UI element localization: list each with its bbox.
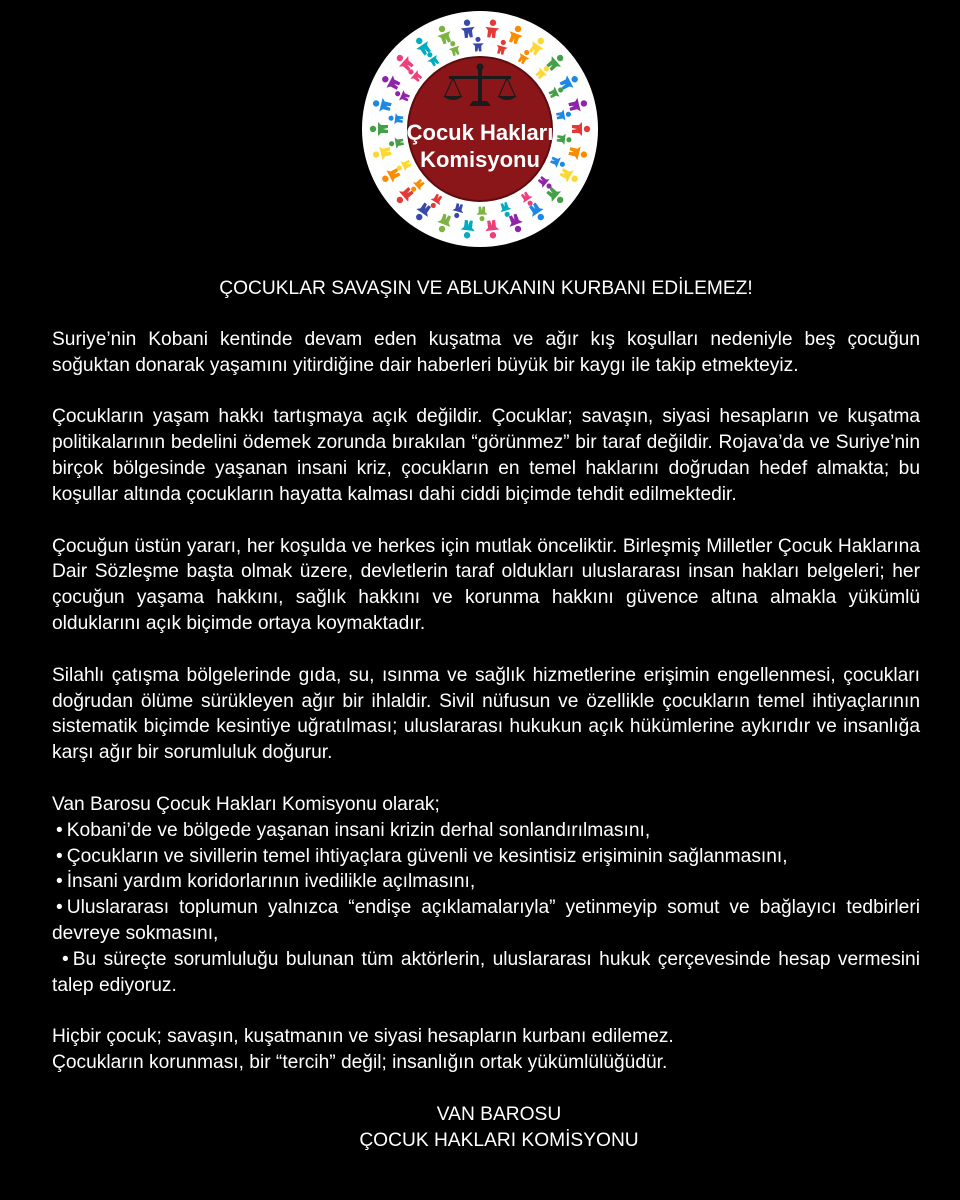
bullet-icon: • [62,948,69,970]
demand-text: Uluslararası toplumun yalnızca “endişe açıklamalarıyla” yetinmeyip somut ve bağlayıcı tedbirleri devreye sokmasını, [52,897,920,944]
signature-block [354,1102,644,1154]
demand-text: İnsani yardım koridorlarının ivedilikle açılmasını, [66,871,476,893]
bullet-icon: • [56,897,63,919]
commission-logo [361,10,599,248]
paragraph-1: Suriye’nin Kobani kentinde devam eden kuşatma ve ağır kış koşulları nedeniyle beş çocuğun soğuktan donarak yaşamını yitirdiğine dair haberleri büyük bir kaygı ile takip etmekteyiz. [52,328,920,376]
logo-text-line1: Çocuk Hakları [406,120,554,145]
demand-text: Kobani’de ve bölgede yaşanan insani krizin derhal sonlandırılmasını, [66,819,651,841]
closing-line-1: Hiçbir çocuk; savaşın, kuşatmanın ve siyasi hesapların kurbanı edilemez. [52,1026,674,1048]
closing-statement [52,1024,920,1076]
paragraph-4: Silahlı çatışma bölgelerinde gıda, su, ısınma ve sağlık hizmetlerine erişimin engellenmesi, çocukları doğrudan ölüme sürükleyen ağır bir ihlaldir. Sivil nüfusun ve özellikle çocukların temel ihtiyaçlarının sistematik biçimde kesintiye uğratılması; uluslararası hukukun açık hükümlerine aykırıdır ve insanlığa karşı ağır bir sorumluluk doğurur. [52,664,920,764]
signature-line-2: ÇOCUK HAKLARI KOMİSYONU [359,1129,639,1151]
demand-item [52,844,920,870]
logo-badge [361,10,599,248]
demand-item [52,895,920,947]
statement-title: ÇOCUKLAR SAVAŞIN VE ABLUKANIN KURBANI EDİLEMEZ! [219,278,753,299]
bullet-icon: • [56,845,63,867]
demands-list [52,818,920,999]
demand-item [52,818,920,844]
paragraph-3: Çocuğun üstün yararı, her koşulda ve herkes için mutlak önceliktir. Birleşmiş Milletler Çocuk Haklarına Dair Sözleşme başta olmak üzere, devletlerin taraf oldukları uluslararası insan hakları belgeleri; her çocuğun yaşama hakkını, sağlık hakkını ve korunma hakkını güvence altına almakla yükümlü olduklarını açık biçimde ortaya koymaktadır. [52,535,920,634]
demand-text: Çocukların ve sivillerin temel ihtiyaçlara güvenli ve kesintisiz erişiminin sağlanmasını, [66,845,788,867]
demand-item [52,947,920,999]
closing-line-2: Çocukların korunması, bir “tercih” değil; insanlığın ortak yükümlülüğüdür. [52,1052,668,1074]
statement-body [52,276,920,1154]
demand-item [52,869,920,895]
paragraph-2: Çocukların yaşam hakkı tartışmaya açık değildir. Çocuklar; savaşın, siyasi hesapların ve kuşatma politikalarının bedelini ödemek zorunda bırakılan “görünmez” bir taraf değildir. Rojava’da ve Suriye’nin birçok bölgesinde yaşanan insani kriz, çocukların en temel haklarını doğrudan hedef almakta; bu koşullar altında çocukların hayatta kalması dahi ciddi biçimde tehdit edilmektedir. [52,406,920,505]
signature-line-1: VAN BAROSU [436,1103,562,1125]
demand-text: Bu süreçte sorumluluğu bulunan tüm aktörlerin, uluslararası hukuk çerçevesinde hesap vermesini talep ediyoruz. [52,948,920,996]
bullet-icon: • [56,819,63,841]
logo-text-line2: Komisyonu [420,147,540,172]
bullet-icon: • [56,871,63,893]
demands-intro: Van Barosu Çocuk Hakları Komisyonu olarak; [52,793,440,815]
